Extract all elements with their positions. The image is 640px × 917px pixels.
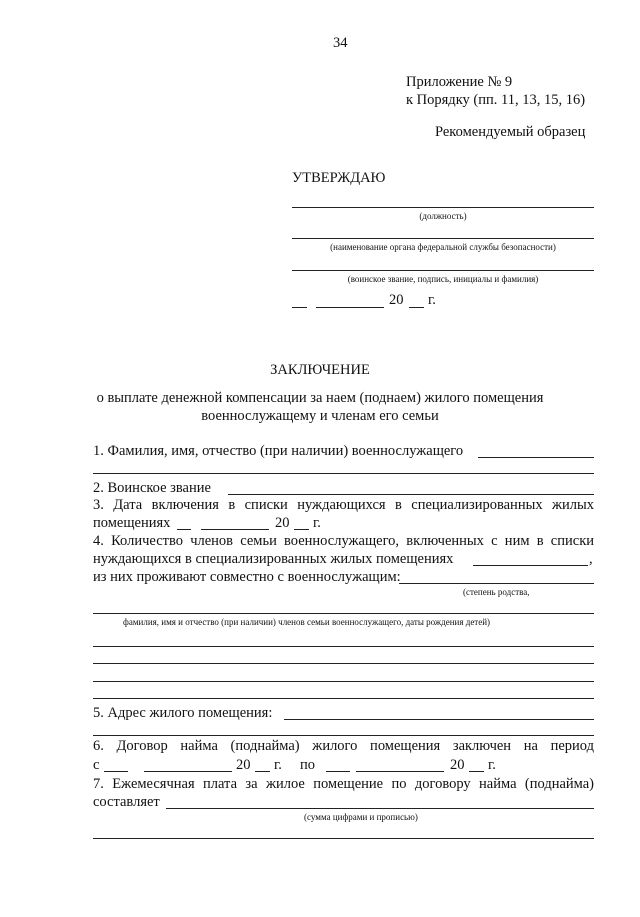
item6-day1-line	[104, 771, 128, 772]
family-extra-line-2	[93, 663, 594, 664]
item5-line	[284, 719, 594, 720]
item4-comma: ,	[589, 551, 593, 567]
family-extra-line-1	[93, 646, 594, 647]
item6-day2-line	[326, 771, 350, 772]
item2-line	[228, 494, 594, 495]
approval-title: УТВЕРЖДАЮ	[292, 170, 386, 186]
item3-line2: помещениях	[93, 515, 171, 531]
item6-year2-line	[469, 771, 484, 772]
item3-day-line	[177, 529, 191, 530]
family-extra-line-3	[93, 681, 594, 682]
position-caption: (должность)	[419, 211, 467, 221]
approval-year-prefix: 20	[389, 292, 404, 308]
item1-line	[478, 457, 594, 458]
item5-continuation-line	[93, 735, 594, 736]
organ-line	[292, 238, 594, 239]
rank-caption: (воинское звание, подпись, инициалы и фамилия)	[347, 274, 539, 284]
item1-label: 1. Фамилия, имя, отчество (при наличии) военнослужащего	[93, 443, 464, 459]
item6-to: по	[300, 757, 316, 773]
item6-line1: 6. Договор найма (поднайма) жилого помещения заключен на период	[93, 738, 594, 754]
item6-year1-suffix: г.	[274, 757, 282, 773]
item5-label: 5. Адрес жилого помещения:	[93, 705, 273, 721]
item7-sum-line	[166, 808, 594, 809]
item6-year1-prefix: 20	[236, 757, 251, 773]
approval-year-suffix: г.	[428, 292, 436, 308]
item4-count-line	[473, 565, 588, 566]
item4-cohabit-line	[399, 583, 594, 584]
approval-month-line	[316, 307, 384, 308]
item7-line2: составляет	[93, 794, 160, 810]
item4-line2: нуждающихся в специализированных жилых помещениях	[93, 551, 454, 567]
item3-line1: 3. Дата включения в списки нуждающихся в специализированных жилых	[93, 497, 594, 513]
item3-year-prefix: 20	[275, 515, 290, 531]
item3-year-line	[294, 529, 309, 530]
item7-line1: 7. Ежемесячная плата за жилое помещение по договору найма (поднайма)	[93, 776, 594, 792]
item6-year2-suffix: г.	[488, 757, 496, 773]
approval-day-line	[292, 307, 307, 308]
item3-month-line	[201, 529, 269, 530]
item6-year1-line	[255, 771, 270, 772]
family-line	[93, 613, 594, 614]
item6-year2-prefix: 20	[450, 757, 465, 773]
sample-label: Рекомендуемый образец	[435, 124, 586, 140]
family-caption: фамилия, имя и отчество (при наличии) членов семьи военнослужащего, даты рождения детей)	[123, 617, 491, 627]
item6-month2-line	[356, 771, 444, 772]
organ-caption: (наименование органа федеральной службы безопасности)	[330, 242, 556, 252]
conclusion-subtitle-line2: военнослужащему и членам его семьи	[201, 408, 439, 424]
order-reference: к Порядку (пп. 11, 13, 15, 16)	[406, 92, 586, 108]
item6-month1-line	[144, 771, 232, 772]
rank-line	[292, 270, 594, 271]
family-extra-line-4	[93, 698, 594, 699]
item4-line3: из них проживают совместно с военнослужащим:	[93, 569, 401, 585]
sum-caption: (сумма цифрами и прописью)	[304, 812, 418, 822]
item4-line1: 4. Количество членов семьи военнослужащего, включенных с ним в списки	[93, 533, 594, 549]
conclusion-subtitle-line1: о выплате денежной компенсации за наем (поднаем) жилого помещения	[96, 390, 544, 406]
item7-continuation-line	[93, 838, 594, 839]
item2-label: 2. Воинское звание	[93, 480, 211, 496]
kinship-caption: (степень родства,	[463, 587, 530, 597]
appendix-label: Приложение № 9	[406, 74, 513, 90]
page-number: 34	[333, 35, 348, 51]
conclusion-title: ЗАКЛЮЧЕНИЕ	[270, 362, 370, 378]
approval-year-line	[409, 307, 424, 308]
item6-from: с	[93, 757, 100, 773]
item1-continuation-line	[93, 473, 594, 474]
item3-year-suffix: г.	[313, 515, 321, 531]
position-line	[292, 207, 594, 208]
